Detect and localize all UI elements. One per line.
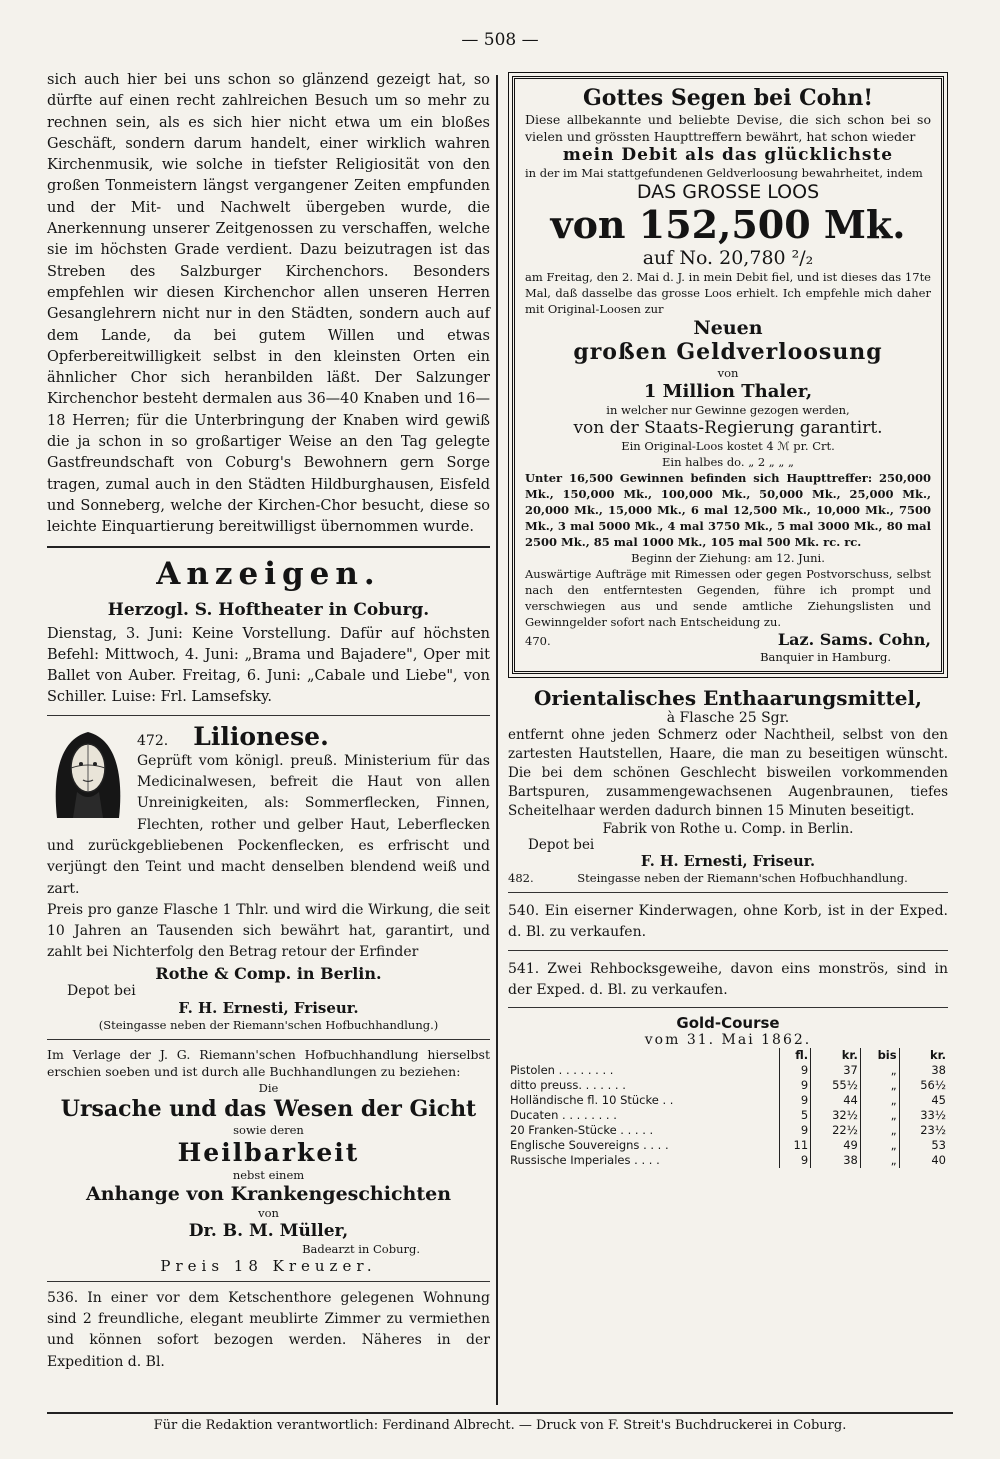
rate-cell: 9 [779, 1123, 811, 1138]
rule [47, 1281, 490, 1282]
rate-cell: 44 [811, 1093, 861, 1108]
theater-title: Herzogl. S. Hoftheater in Coburg. [107, 599, 430, 620]
rate-cell: „ [860, 1063, 899, 1078]
rate-cell: 9 [779, 1063, 811, 1078]
lilionese-price: Preis pro ganze Flasche 1 Thlr. und wird die Wirkung, die seit 10 Jahren an Tausenden sich bewährt hat, garantirt, und zahlt bei Nichterfolg den Betrag retour der Erfinder [47, 901, 490, 961]
coin-name: Russische Imperiales . . . . [510, 1153, 660, 1168]
book-author-sub: Badearzt in Coburg. [302, 1241, 420, 1256]
gold-table-row [508, 1093, 948, 1108]
orient-fabrik: Fabrik von Rothe u. Comp. in Berlin. [602, 821, 854, 837]
ad-541 [508, 959, 948, 1002]
rate-cell: „ [860, 1108, 899, 1123]
book-author: Dr. B. M. Müller, [188, 1220, 349, 1241]
rate-cell: 37 [811, 1063, 861, 1078]
coin-name: Englische Souvereigns . . . . [510, 1138, 669, 1153]
right-column [508, 70, 948, 1168]
orient-price: à Flasche 25 Sgr. [666, 710, 790, 726]
rate-cell: 32½ [811, 1108, 861, 1123]
gold-table [508, 1048, 948, 1168]
cohn-price-2: Ein halbes do. „ 2 „ „ „ [662, 455, 794, 469]
column-divider [496, 75, 498, 1405]
enthaarung-ad [508, 686, 948, 886]
rate-cell: „ [860, 1123, 899, 1138]
rate-cell: „ [860, 1138, 899, 1153]
book-intro: Im Verlage der J. G. Riemann'schen Hofbuchhandlung hierselbst erschien soeben und ist durch alle Buchhandlungen zu beziehen: [47, 1046, 490, 1079]
ad-number: 540. [508, 903, 540, 919]
ad-536 [47, 1288, 490, 1373]
cohn-neuen: Neuen [693, 317, 763, 339]
ad-text: Zwei Rehbocksgeweihe, davon eins monströs, sind in der Exped. d. Bl. zu verkaufen. [508, 960, 948, 998]
ad-number: 482. [508, 871, 534, 885]
rate-cell: 49 [811, 1138, 861, 1153]
dealer-address: (Steingasse neben der Riemann'schen Hofbuchhandlung.) [98, 1017, 439, 1032]
theater-text: Dienstag, 3. Juni: Keine Vorstellung. Dafür auf höchsten Befehl: Mittwoch, 4. Juni: „Brama und Bajadere", Oper mit Ballet von Auber. Freitag, 6. Juni: „Cabale und Liebe", von Schiller. Luise: Frl. Lamsefsky. [47, 625, 490, 706]
dealer-name: F. H. Ernesti, Friseur. [640, 853, 816, 870]
gold-date: vom 31. Mai 1862. [644, 1032, 812, 1049]
rule [47, 1039, 490, 1040]
cohn-signer: Laz. Sams. Cohn, [777, 630, 931, 649]
rate-cell: 45 [899, 1093, 948, 1108]
cohn-amount: von 152,500 Mk. [550, 202, 906, 247]
rate-cell: kr. [811, 1048, 861, 1063]
ad-number: 470. [525, 634, 551, 648]
lilionese-ad [47, 722, 490, 1033]
rate-cell: 55½ [811, 1078, 861, 1093]
coin-name: Holländische fl. 10 Stücke . . [510, 1093, 674, 1108]
section-rule [47, 546, 490, 548]
cohn-text-18: Auswärtige Aufträge mit Rimessen oder gegen Postvorschuss, selbst nach den entferntesten Gegenden, führe ich prompt und verschwiegen aus und sende amtliche Ziehungslisten und Gewinngelder sofort nach Entscheidung zu. [525, 567, 931, 629]
gold-table-row [508, 1063, 948, 1078]
book-ad [47, 1046, 490, 1275]
cohn-big-lot: DAS GROSSE LOOS [636, 181, 820, 203]
cohn-million: 1 Million Thaler, [643, 381, 813, 402]
cohn-lottery-ad [512, 76, 944, 674]
rate-cell: 53 [899, 1138, 948, 1153]
dealer-address: Steingasse neben der Riemann'schen Hofbuchhandlung. [577, 871, 908, 885]
lilionese-title: Lilionese. [193, 721, 329, 751]
cohn-text-2: mein Debit als das glücklichste [562, 145, 894, 165]
rate-cell: „ [860, 1153, 899, 1168]
rule [508, 1007, 948, 1008]
book-title-2: Heilbarkeit [177, 1137, 360, 1167]
gold-title: Gold-Course [676, 1014, 780, 1033]
cohn-prizes: Unter 16,500 Gewinnen befinden sich Haupttreffer: 250,000 Mk., 150,000 Mk., 100,000 Mk., 50,000 Mk., 25,000 Mk., 20,000 Mk., 15,000 Mk., 6 mal 12,500 Mk., 10,000 Mk., 7500 Mk., 3 mal 5000 Mk., 4 mal 3750 Mk., 5 mal 3000 Mk., 80 mal 2500 Mk., 85 mal 1000 Mk., 105 mal 500 Mk. rc. rc. [525, 471, 931, 549]
depot-label: Depot bei [528, 837, 595, 853]
gold-table-row [508, 1153, 948, 1168]
rate-cell: 56½ [899, 1078, 948, 1093]
ad-number: 541. [508, 960, 540, 977]
rate-cell: bis [860, 1048, 899, 1063]
cohn-text-12: in welcher nur Gewinne gezogen werden, [606, 403, 850, 417]
rule [47, 715, 490, 716]
cohn-title-2: großen Geldverloosung [573, 339, 883, 365]
rate-cell: 38 [811, 1153, 861, 1168]
book-von: von [258, 1205, 279, 1220]
coin-name: ditto preuss. . . . . . . [510, 1078, 626, 1093]
ad-number: 536. [47, 1289, 79, 1306]
rate-cell: fl. [779, 1048, 811, 1063]
rate-cell: 22½ [811, 1123, 861, 1138]
orient-text: entfernt ohne jeden Schmerz oder Nachtheil, selbst von den zartesten Hautstellen, Haare, die man zu beseitigen wünscht. Die bei dem schönen Geschlecht bisweilen vorkommenden Bartspuren, zusammengewachsenen Augenbraunen, tiefes Scheitelhaar werden dadurch binnen 15 Minuten beseitigt. [508, 727, 948, 819]
dealer-name: F. H. Ernesti, Friseur. [178, 998, 359, 1017]
book-nebst: nebst einem [232, 1167, 305, 1182]
book-price: Preis 18 Kreuzer. [160, 1256, 377, 1275]
article-continuation: sich auch hier bei uns schon so glänzend gezeigt hat, so dürfte auf einen recht zahlreichen Besuch um so mehr zu rechnen sein, als es sich hier nicht etwa um ein bloßes Geschäft, sondern darum handelt, einer wirklich wahren Kirchenmusik, wie solche in tiefster Religiosität von den großen Tonmeistern längst vergangener Zeiten empfunden und der Mit- und Nachwelt übergeben wurde, die Anerkennung unserer Zeitgenossen zu verschaffen, welche sie im höchsten Grade verdient. Dazu beizutragen ist das Streben des Salzburger Kirchenchors. Besonders empfehlen wir diesen Kirchenchor allen unseren Herren Gesanglehrern nicht nur in den Städten, sondern auch auf dem Lande, da bei gutem Willen und etwas Opferbereitwilligkeit selbst in den kleinsten Orten ein ähnlicher Chor sich heranbilden läßt. Der Salzunger Kirchenchor besteht dermalen aus 36—40 Knaben und 16—18 Herren; für die Unterbringung der Knaben wird gewiß die ja schon in so großartiger Weise an den Tag gelegte Gastfreundschaft von Coburg's Bewohnern gern Sorge tragen, zumal auch in den Städten Hildburghausen, Eisfeld und Sonneberg, welche der Kirchen-Chor besucht, diese so leichte Einquartierung bereitwilligst übernommen wurde. [47, 72, 490, 536]
book-title-1: Ursache und das Wesen der Gicht [60, 1095, 477, 1122]
cohn-price-1: Ein Original-Loos kostet 4 ℳ pr. Crt. [621, 439, 835, 453]
cohn-text-3: in der im Mai stattgefundenen Geldverloosung bewahrheitet, indem [525, 166, 923, 180]
coin-name: 20 Franken-Stücke . . . . . [510, 1123, 654, 1138]
gold-table-row [508, 1108, 948, 1123]
rate-cell: 40 [899, 1153, 948, 1168]
woman-portrait-icon [47, 722, 129, 820]
cohn-signer-sub: Banquier in Hamburg. [760, 650, 891, 664]
coin-name [508, 1048, 779, 1063]
gold-table-header [508, 1048, 948, 1063]
cohn-start: Beginn der Ziehung: am 12. Juni. [631, 551, 825, 565]
cohn-von: von [717, 366, 739, 380]
rate-cell: „ [860, 1093, 899, 1108]
rate-cell: 9 [779, 1153, 811, 1168]
maker-name: Rothe & Comp. in Berlin. [155, 963, 382, 983]
left-column [47, 70, 490, 1373]
cohn-number: auf No. 20,780 ²/₂ [642, 247, 814, 269]
depot-label: Depot bei [67, 982, 136, 999]
gold-course [508, 1014, 948, 1168]
cohn-text-1: Diese allbekannte und beliebte Devise, die sich schon bei so vielen und grössten Haupttreffern bewährt, hat schon wieder [525, 112, 931, 144]
book-title-3: Anhange von Krankengeschichten [85, 1182, 452, 1205]
ad-text: In einer vor dem Ketschenthore gelegenen Wohnung sind 2 freundliche, elegant meublirte Zimmer zu vermiethen und können sofort bezogen werden. Näheres in der Expedition d. Bl. [47, 1289, 490, 1370]
cohn-title: Gottes Segen bei Cohn! [583, 85, 873, 111]
ad-540 [508, 901, 948, 944]
rate-cell: 23½ [899, 1123, 948, 1138]
cohn-text-7: am Freitag, den 2. Mai d. J. in mein Debit fiel, und ist dieses das 17te Mal, daß dasselbe das grosse Loos erhielt. Ich empfehle mich daher mit Original-Loosen zur [525, 270, 931, 316]
gold-table-row [508, 1078, 948, 1093]
rule [508, 892, 948, 893]
rate-cell: „ [860, 1078, 899, 1093]
cohn-guarantee: von der Staats-Regierung garantirt. [573, 418, 883, 438]
coin-name: Ducaten . . . . . . . . [510, 1108, 617, 1123]
ad-text: Ein eiserner Kinderwagen, ohne Korb, ist in der Exped. d. Bl. zu verkaufen. [508, 903, 949, 941]
lilionese-text: Geprüft vom königl. preuß. Ministerium für das Medicinalwesen, befreit die Haut von allen Unreinigkeiten, als: Sommerflecken, Finnen, Flechten, rother und gelber Haut, Leberflecken und zurückgebliebenen Pockenflecken, es erfrischt und verjüngt den Teint und macht denselben blendend weiß und zart. [47, 752, 490, 897]
rate-cell: 11 [779, 1138, 811, 1153]
rule [508, 950, 948, 951]
book-sowie: sowie deren [233, 1122, 304, 1137]
orient-title: Orientalisches Enthaarungsmittel, [533, 686, 922, 710]
rate-cell: 5 [779, 1108, 811, 1123]
rate-cell: 9 [779, 1078, 811, 1093]
book-die: Die [258, 1080, 279, 1095]
rate-cell: 9 [779, 1093, 811, 1108]
rate-cell: kr. [899, 1048, 948, 1063]
rate-cell: 33½ [899, 1108, 948, 1123]
ad-number: 472. [137, 732, 169, 749]
gold-table-row [508, 1123, 948, 1138]
page-number: — 508 — [461, 30, 539, 50]
gold-table-row [508, 1138, 948, 1153]
section-heading: Anzeigen. [156, 555, 381, 592]
rate-cell: 38 [899, 1063, 948, 1078]
coin-name: Pistolen . . . . . . . . [510, 1063, 614, 1078]
footer-imprint: Für die Redaktion verantwortlich: Ferdinand Albrecht. — Druck von F. Streit's Buchdruckerei in Coburg. [47, 1412, 953, 1433]
